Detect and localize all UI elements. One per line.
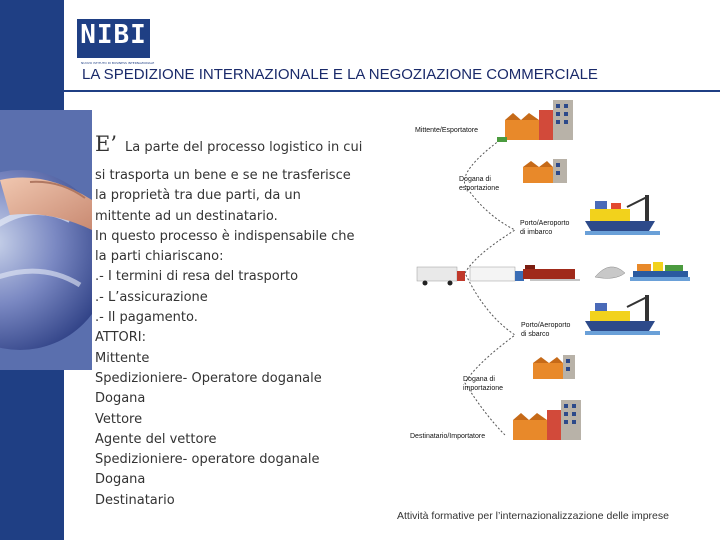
exporter-factory-icon	[497, 100, 573, 142]
body-line: mittente ad un destinatario.	[95, 208, 278, 224]
body-line: ATTORI:	[95, 330, 147, 346]
body-line: la proprietà tra due parti, da un	[95, 188, 301, 204]
logistics-flow-diagram	[405, 95, 705, 455]
body-line: Destinatario	[95, 492, 175, 508]
label-disembark-port: Porto/Aeroporto di sbarco	[521, 322, 571, 338]
disembark-port-ship-icon	[585, 295, 660, 335]
label-exporter: Mittente/Esportatore	[415, 127, 479, 134]
body-line: Dogana	[95, 472, 146, 488]
transport-row-icon	[417, 262, 690, 286]
body-line: Spedizioniere- Operatore doganale	[95, 370, 322, 386]
import-customs-icon	[533, 355, 575, 379]
consignee-factory-icon	[513, 400, 581, 440]
intro-rest: La parte del processo logistico in cui	[125, 140, 363, 155]
body-line: la parti chiariscano:	[95, 249, 224, 265]
label-export-customs: Dogana di esportazione	[459, 176, 500, 192]
body-line: Mittente	[95, 350, 150, 366]
body-line: .- L’assicurazione	[95, 289, 208, 305]
title-divider	[64, 90, 720, 92]
embark-port-ship-icon	[585, 195, 660, 235]
body-line: Vettore	[95, 411, 143, 427]
footer-caption: Attività formative per l’internazionalizzazione delle imprese	[397, 510, 669, 522]
body-line: Spedizioniere- operatore doganale	[95, 452, 320, 468]
body-line: .- Il pagamento.	[95, 310, 198, 326]
body-text	[95, 166, 395, 511]
body-line: In questo processo è indispensabile che	[95, 228, 355, 244]
body-line: Dogana	[95, 391, 146, 407]
export-customs-icon	[523, 159, 567, 183]
page-title: LA SPEDIZIONE INTERNAZIONALE E LA NEGOZIAZIONE COMMERCIALE	[82, 66, 598, 83]
body-line: .- I termini di resa del trasporto	[95, 269, 299, 285]
label-import-customs: Dogana di importazione	[463, 376, 504, 392]
intro-initial: E’	[95, 132, 118, 156]
label-embark-port: Porto/Aeroporto di imbarco	[520, 220, 570, 236]
nibi-logo: NIBI	[77, 19, 150, 58]
hand-globe-photo	[0, 110, 92, 370]
label-consignee: Destinatario/Importatore	[410, 433, 486, 440]
body-line: si trasporta un bene e se ne trasferisce	[95, 168, 351, 183]
intro-line	[95, 132, 362, 156]
body-line: Agente del vettore	[95, 431, 217, 447]
logo-tagline: NUOVO ISTITUTO DI BUSINESS INTERNAZIONALE	[81, 61, 155, 65]
